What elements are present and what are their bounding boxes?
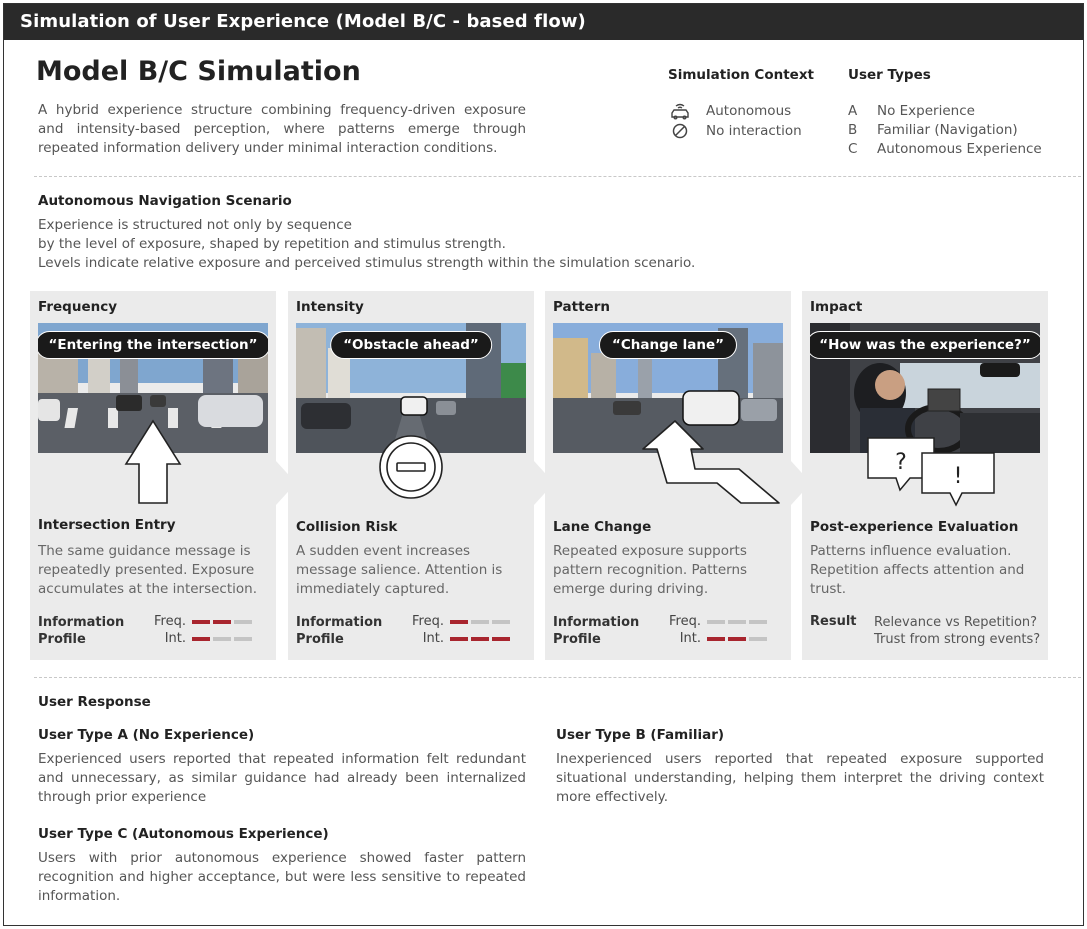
level-segment xyxy=(450,620,468,624)
response-c-title: User Type C (Autonomous Experience) xyxy=(38,826,329,842)
response-b-title: User Type B (Familiar) xyxy=(556,727,725,743)
level-segment xyxy=(234,620,252,624)
user-types-heading: User Types xyxy=(848,67,931,83)
stage-label: Frequency xyxy=(38,299,118,315)
context-item-no-interaction xyxy=(668,122,802,140)
context-item-autonomous xyxy=(668,102,791,120)
response-b-text: Inexperienced users reported that repeated exposure supported situational understanding, helping them interpret the driving context more effectively. xyxy=(556,751,1044,805)
level-segment xyxy=(492,637,510,641)
straight-arrow-icon xyxy=(122,419,184,505)
level-segment xyxy=(450,637,468,641)
scenario-heading: Autonomous Navigation Scenario xyxy=(38,193,292,209)
no-interaction-icon xyxy=(668,122,692,140)
frequency-bar: Freq. xyxy=(406,614,513,629)
response-a-title: User Type A (No Experience) xyxy=(38,727,255,743)
stop-sign-icon xyxy=(378,434,444,500)
intensity-bar: Int. xyxy=(406,631,513,646)
user-type-item: C Autonomous Experience xyxy=(848,141,1042,157)
information-profile-label: Information Profile xyxy=(38,615,125,647)
svg-text:?: ? xyxy=(895,450,907,475)
user-type-item: B Familiar (Navigation) xyxy=(848,122,1018,138)
scenario-line: Levels indicate relative exposure and perceived stimulus strength within the simulation scenario. xyxy=(38,255,696,271)
page-frame xyxy=(3,3,1084,926)
speech-bubble: “Obstacle ahead” xyxy=(330,331,492,359)
stage-description: The same guidance message is repeatedly presented. Exposure accumulates at the intersection. xyxy=(38,543,257,597)
stage-card-pattern xyxy=(545,291,791,660)
stage-label: Intensity xyxy=(296,299,364,315)
information-profile-label: Information Profile xyxy=(553,615,640,647)
result-label: Result xyxy=(810,614,857,629)
level-segment xyxy=(728,620,746,624)
stage-label: Pattern xyxy=(553,299,610,315)
scenario-line: Experience is structured not only by sequence xyxy=(38,217,352,233)
stage-card-intensity xyxy=(288,291,534,660)
level-segment xyxy=(213,620,231,624)
response-a-text: Experienced users reported that repeated information felt redundant and unnecessary, as similar guidance had already been internalized through prior experience xyxy=(38,751,526,805)
stage-description: Patterns influence evaluation. Repetition affects attention and trust. xyxy=(810,543,1025,597)
level-segment xyxy=(192,637,210,641)
context-label: Autonomous xyxy=(706,103,792,119)
stage-title: Post-experience Evaluation xyxy=(810,519,1019,535)
information-profile-label: Information Profile xyxy=(296,615,383,647)
user-type-item: A No Experience xyxy=(848,103,975,119)
speech-bubble: “How was the experience?” xyxy=(810,331,1040,359)
level-segment xyxy=(707,620,725,624)
frequency-bar: Freq. xyxy=(663,614,770,629)
stage-title: Lane Change xyxy=(553,519,652,535)
stage-card-impact xyxy=(802,291,1048,660)
intensity-bar: Int. xyxy=(663,631,770,646)
stage-title: Intersection Entry xyxy=(38,517,176,533)
frequency-bar: Freq. xyxy=(148,614,255,629)
simulation-context-heading: Simulation Context xyxy=(668,67,814,83)
response-c-text: Users with prior autonomous experience showed faster pattern recognition and higher acceptance, but were less sensitive to repeated information. xyxy=(38,850,526,904)
lane-change-arrow-icon xyxy=(633,419,781,505)
autonomous-car-icon xyxy=(668,102,692,120)
level-segment xyxy=(471,620,489,624)
in-car-photo xyxy=(810,323,1040,453)
speech-bubble: “Change lane” xyxy=(599,331,737,359)
level-segment xyxy=(492,620,510,624)
intensity-bar: Int. xyxy=(148,631,255,646)
divider xyxy=(34,677,1084,678)
level-segment xyxy=(471,637,489,641)
result-text: Relevance vs Repetition? Trust from strong events? xyxy=(874,615,1041,647)
stage-description: A sudden event increases message salience. Attention is immediately captured. xyxy=(296,543,503,597)
stage-description: Repeated exposure supports pattern recognition. Patterns emerge during driving. xyxy=(553,543,748,597)
level-segment xyxy=(749,637,767,641)
speech-bubble: “Entering the intersection” xyxy=(38,331,268,359)
page-header-title: Simulation of User Experience (Model B/C - based flow) xyxy=(4,4,1083,40)
context-label: No interaction xyxy=(706,123,802,139)
level-segment xyxy=(234,637,252,641)
divider xyxy=(34,176,1084,177)
stage-label: Impact xyxy=(810,299,863,315)
svg-text:!: ! xyxy=(953,464,963,489)
level-segment xyxy=(213,637,231,641)
model-title: Model B/C Simulation xyxy=(36,56,361,87)
exclamation-mark-icon xyxy=(920,451,996,507)
level-segment xyxy=(749,620,767,624)
level-segment xyxy=(728,637,746,641)
model-description: A hybrid experience structure combining frequency-driven exposure and intensity-based perception, where patterns emerge through repeated information delivery under minimal interaction conditions. xyxy=(38,102,526,156)
level-segment xyxy=(707,637,725,641)
user-response-heading: User Response xyxy=(38,694,151,710)
level-segment xyxy=(192,620,210,624)
scenario-line: by the level of exposure, shaped by repetition and stimulus strength. xyxy=(38,236,506,252)
stage-card-frequency xyxy=(30,291,276,660)
stage-title: Collision Risk xyxy=(296,519,398,535)
